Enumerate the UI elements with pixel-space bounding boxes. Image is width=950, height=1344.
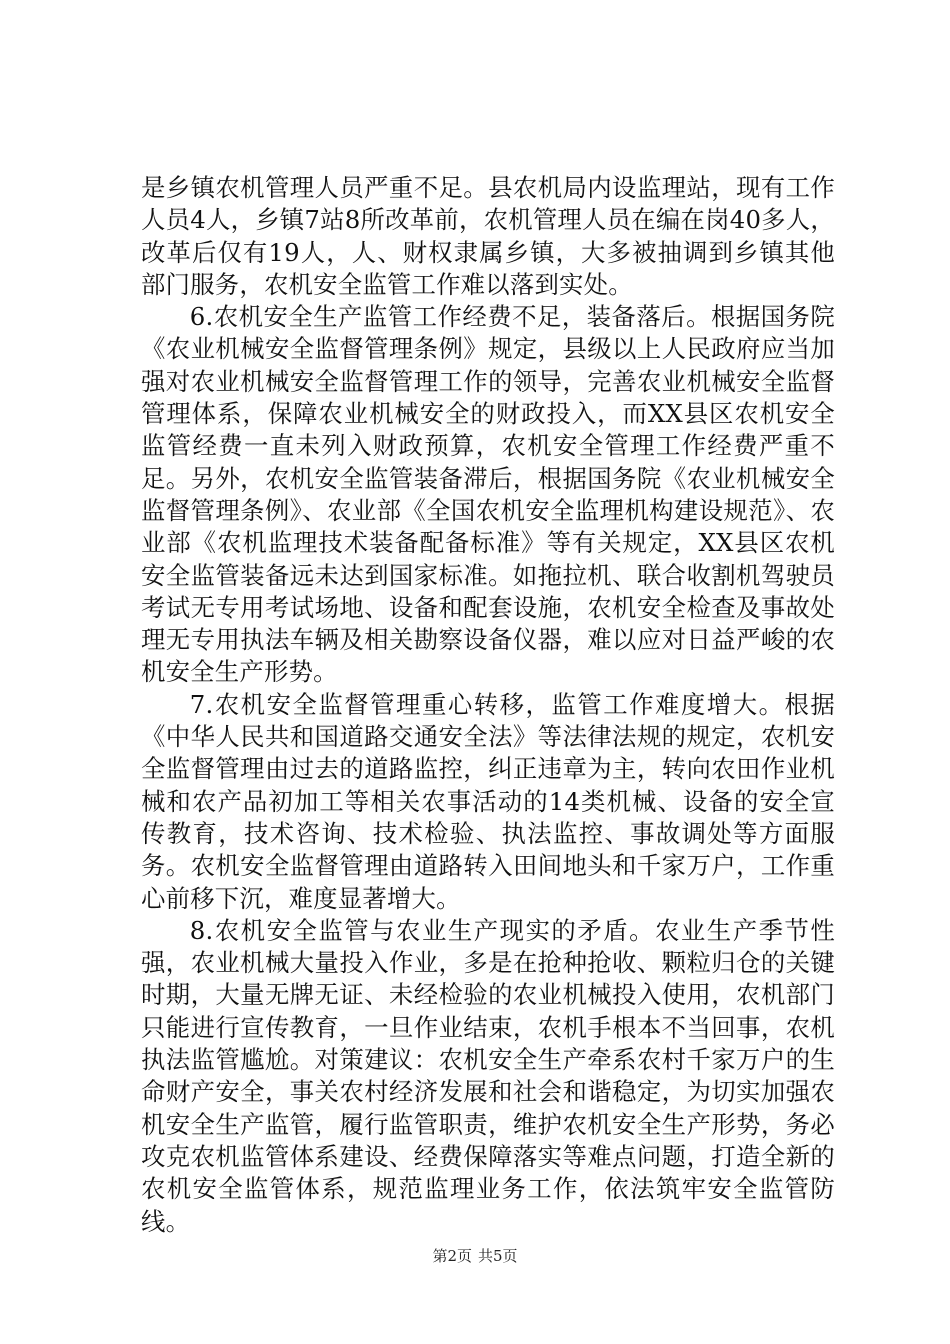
page-footer <box>0 1246 950 1266</box>
paragraph-item-8: 8.农机安全监管与农业生产现实的矛盾。农业生产季节性强，农业机械大量投入作业，多是在抢种抢收、颗粒归仓的关键时期，大量无牌无证、未经检验的农业机械投入使用，农机部门只能进行宣传教育，一旦作业结束，农机手根本不当回事，农机执法监管尴尬。对策建议：农机安全生产牵系农村千家万户的生命财产安全，事关农村经济发展和社会和谐稳定，为切实加强农机安全生产监管，履行监管职责，维护农机安全生产形势，务必攻克农机监管体系建设、经费保障落实等难点问题，打造全新的农机安全监管体系，规范监理业务工作，依法筑牢安全监管防线。 <box>141 915 835 1236</box>
paragraph-continuation: 是乡镇农机管理人员严重不足。县农机局内设监理站，现有工作人员4人，乡镇7站8所改革前，农机管理人员在编在岗40多人，改革后仅有19人，人、财权隶属乡镇，大多被抽调到乡镇其他部门服务，农机安全监管工作难以落到实处。 <box>141 173 835 299</box>
paragraph-item-7: 7.农机安全监督管理重心转移，监管工作难度增大。根据《中华人民共和国道路交通安全法》等法律法规的规定，农机安全监督管理由过去的道路监控，纠正违章为主，转向农田作业机械和农产品初加工等相关农事活动的14类机械、设备的安全宣传教育，技术咨询、技术检验、执法监控、事故调处等方面服务。农机安全监督管理由道路转入田间地头和千家万户，工作重心前移下沉，难度显著增大。 <box>141 689 835 913</box>
paragraph-item-6: 6.农机安全生产监管工作经费不足，装备落后。根据国务院《农业机械安全监督管理条例》规定，县级以上人民政府应当加强对农业机械安全监督管理工作的领导，完善农业机械安全监督管理体系，保障农业机械安全的财政投入，而XX县区农机安全监管经费一直未列入财政预算，农机安全管理工作经费严重不足。另外，农机安全监管装备滞后，根据国务院《农业机械安全监督管理条例》、农业部《全国农机安全监理机构建设规范》、农业部《农机监理技术装备配备标准》等有关规定，XX县区农机安全监管装备远未达到国家标准。如拖拉机、联合收割机驾驶员考试无专用考试场地、设备和配套设施，农机安全检查及事故处理无专用执法车辆及相关勘察设备仪器，难以应对日益严峻的农机安全生产形势。 <box>141 302 835 687</box>
page-total: 共5页 <box>478 1247 518 1265</box>
document-body <box>141 172 835 1238</box>
page-number: 第2页 <box>432 1247 472 1265</box>
